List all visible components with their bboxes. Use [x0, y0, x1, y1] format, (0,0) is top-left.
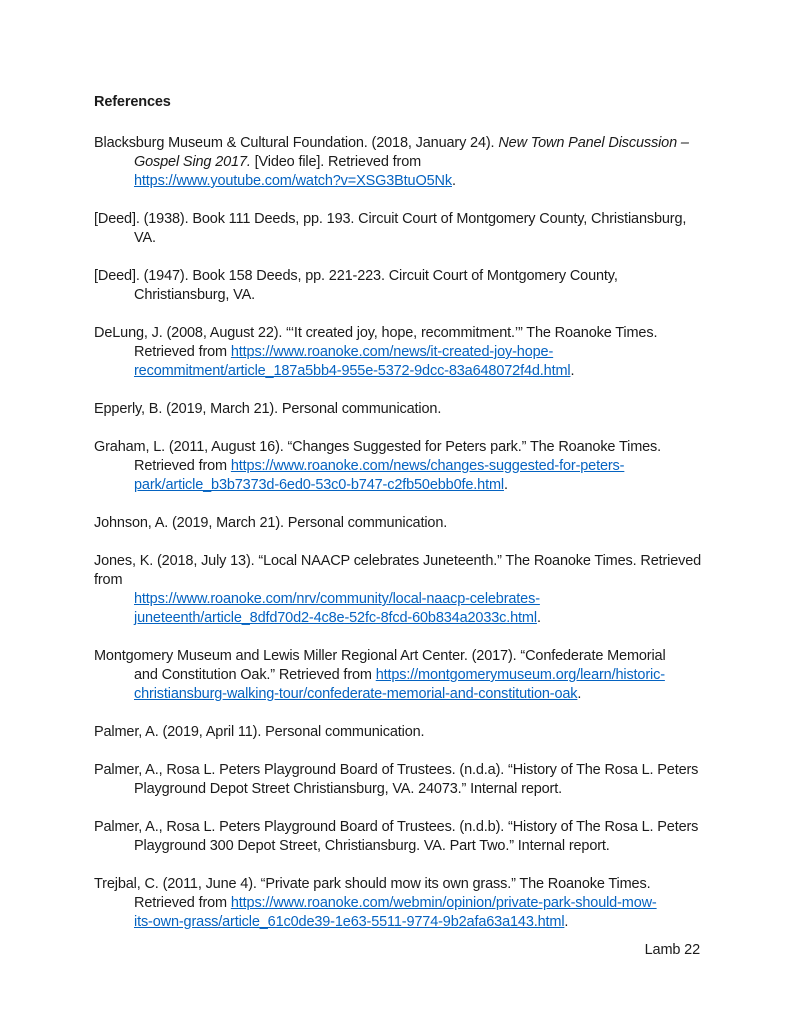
- text-run: Christiansburg, VA.: [134, 287, 255, 303]
- reference-entry: [94, 210, 698, 248]
- reference-line: [94, 153, 698, 172]
- text-run: Retrieved from: [134, 344, 231, 360]
- page-number-footer: Lamb 22: [644, 942, 700, 958]
- text-run: .: [570, 363, 575, 379]
- text-run: DeLung, J. (2008, August 22). “‘It created joy, hope, recommitment.’” The Roanoke Times.: [94, 325, 658, 341]
- text-run: Playground Depot Street Christiansburg, VA. 24073.” Internal report.: [134, 781, 562, 797]
- text-run: .: [503, 477, 508, 493]
- text-run: and Constitution Oak.” Retrieved from: [134, 667, 376, 683]
- text-run: Trejbal, C. (2011, June 4). “Private park should mow its own grass.” The Roanoke Times.: [94, 876, 651, 892]
- reference-entry: [94, 134, 698, 191]
- reference-line: [94, 647, 698, 666]
- text-run: from: [94, 572, 123, 588]
- text-run: [Deed]. (1947). Book 158 Deeds, pp. 221-223. Circuit Court of Montgomery County,: [94, 268, 618, 284]
- reference-line: [94, 666, 698, 685]
- text-run: VA.: [134, 230, 156, 246]
- reference-line: [94, 552, 702, 571]
- text-run: Montgomery Museum and Lewis Miller Regional Art Center. (2017). “Confederate Memorial: [94, 648, 666, 664]
- reference-entry: [94, 761, 698, 799]
- text-run: .: [577, 686, 582, 702]
- reference-line: [94, 324, 698, 343]
- text-run: Epperly, B. (2019, March 21). Personal communication.: [94, 401, 442, 417]
- text-run: .: [451, 173, 456, 189]
- reference-line: [94, 476, 698, 495]
- reference-line: [94, 780, 698, 799]
- text-run: .: [564, 914, 569, 930]
- reference-line: [94, 210, 698, 229]
- reference-line: [94, 438, 698, 457]
- text-run: Retrieved from: [134, 458, 231, 474]
- reference-line: [94, 837, 698, 856]
- reference-line: [94, 343, 698, 362]
- hyperlink[interactable]: https://www.roanoke.com/news/changes-suggested-for-peters-: [230, 458, 625, 474]
- hyperlink[interactable]: https://www.roanoke.com/news/it-created-joy-hope-: [230, 344, 554, 360]
- reference-line: [94, 514, 698, 533]
- reference-line: [94, 590, 698, 609]
- reference-line: [94, 609, 698, 628]
- references-list: [94, 134, 702, 932]
- reference-entry: [94, 723, 698, 742]
- reference-line: [94, 400, 698, 419]
- reference-entry: [94, 514, 698, 533]
- text-run: Johnson, A. (2019, March 21). Personal communication.: [94, 515, 448, 531]
- text-run: [Video file]. Retrieved from: [250, 154, 422, 170]
- reference-entry: [94, 552, 702, 628]
- text-run: Playground 300 Depot Street, Christiansburg. VA. Part Two.” Internal report.: [134, 838, 610, 854]
- reference-line: [94, 571, 698, 590]
- reference-entry: [94, 875, 698, 932]
- text-run: Palmer, A., Rosa L. Peters Playground Board of Trustees. (n.d.b). “History of The Rosa L. Peters: [94, 819, 699, 835]
- reference-entry: [94, 647, 698, 704]
- text-run: Jones, K. (2018, July 13). “Local NAACP celebrates Juneteenth.” The Roanoke Times. Retrieved: [94, 553, 702, 569]
- reference-line: [94, 818, 698, 837]
- reference-entry: [94, 267, 698, 305]
- text-run: Palmer, A., Rosa L. Peters Playground Board of Trustees. (n.d.a). “History of The Rosa L. Peters: [94, 762, 699, 778]
- reference-line: [94, 229, 698, 248]
- reference-line: [94, 723, 698, 742]
- text-run: Graham, L. (2011, August 16). “Changes Suggested for Peters park.” The Roanoke Times.: [94, 439, 662, 455]
- text-run: .: [536, 610, 541, 626]
- text-run: Palmer, A. (2019, April 11). Personal communication.: [94, 724, 425, 740]
- italic-title-text: New Town Panel Discussion –: [498, 135, 689, 151]
- hyperlink[interactable]: https://montgomerymuseum.org/learn/historic-: [375, 667, 665, 683]
- reference-line: [94, 457, 698, 476]
- hyperlink[interactable]: its-own-grass/article_61c0de39-1e63-5511-9774-9b2afa63a143.html: [134, 914, 565, 930]
- reference-line: [94, 913, 698, 932]
- reference-line: [94, 894, 698, 913]
- hyperlink[interactable]: recommitment/article_187a5bb4-955e-5372-9dcc-83a648072f4d.html: [134, 363, 571, 379]
- reference-entry: [94, 438, 698, 495]
- text-run: Retrieved from: [134, 895, 231, 911]
- reference-line: [94, 267, 698, 286]
- reference-line: [94, 362, 698, 381]
- reference-entry: [94, 324, 698, 381]
- hyperlink[interactable]: juneteenth/article_8dfd70d2-4c8e-52fc-8fcd-60b834a2033c.html: [134, 610, 537, 626]
- reference-line: [94, 875, 698, 894]
- reference-line: [94, 134, 698, 153]
- text-run: [Deed]. (1938). Book 111 Deeds, pp. 193. Circuit Court of Montgomery County, Christiansburg,: [94, 211, 687, 227]
- reference-entry: [94, 818, 698, 856]
- text-run: Blacksburg Museum & Cultural Foundation. (2018, January 24).: [94, 135, 499, 151]
- reference-line: [94, 685, 698, 704]
- references-heading: References: [94, 94, 171, 110]
- reference-line: [94, 172, 698, 191]
- hyperlink[interactable]: https://www.roanoke.com/nrv/community/local-naacp-celebrates-: [134, 591, 540, 607]
- hyperlink[interactable]: park/article_b3b7373d-6ed0-53c0-b747-c2fb50ebb0fe.html: [134, 477, 504, 493]
- italic-title-text: Gospel Sing 2017.: [134, 154, 251, 170]
- reference-entry: [94, 400, 698, 419]
- reference-line: [94, 286, 698, 305]
- hyperlink[interactable]: https://www.youtube.com/watch?v=XSG3BtuO5Nk: [134, 173, 452, 189]
- hyperlink[interactable]: christiansburg-walking-tour/confederate-memorial-and-constitution-oak: [134, 686, 578, 702]
- hyperlink[interactable]: https://www.roanoke.com/webmin/opinion/private-park-should-mow-: [230, 895, 657, 911]
- reference-line: [94, 761, 698, 780]
